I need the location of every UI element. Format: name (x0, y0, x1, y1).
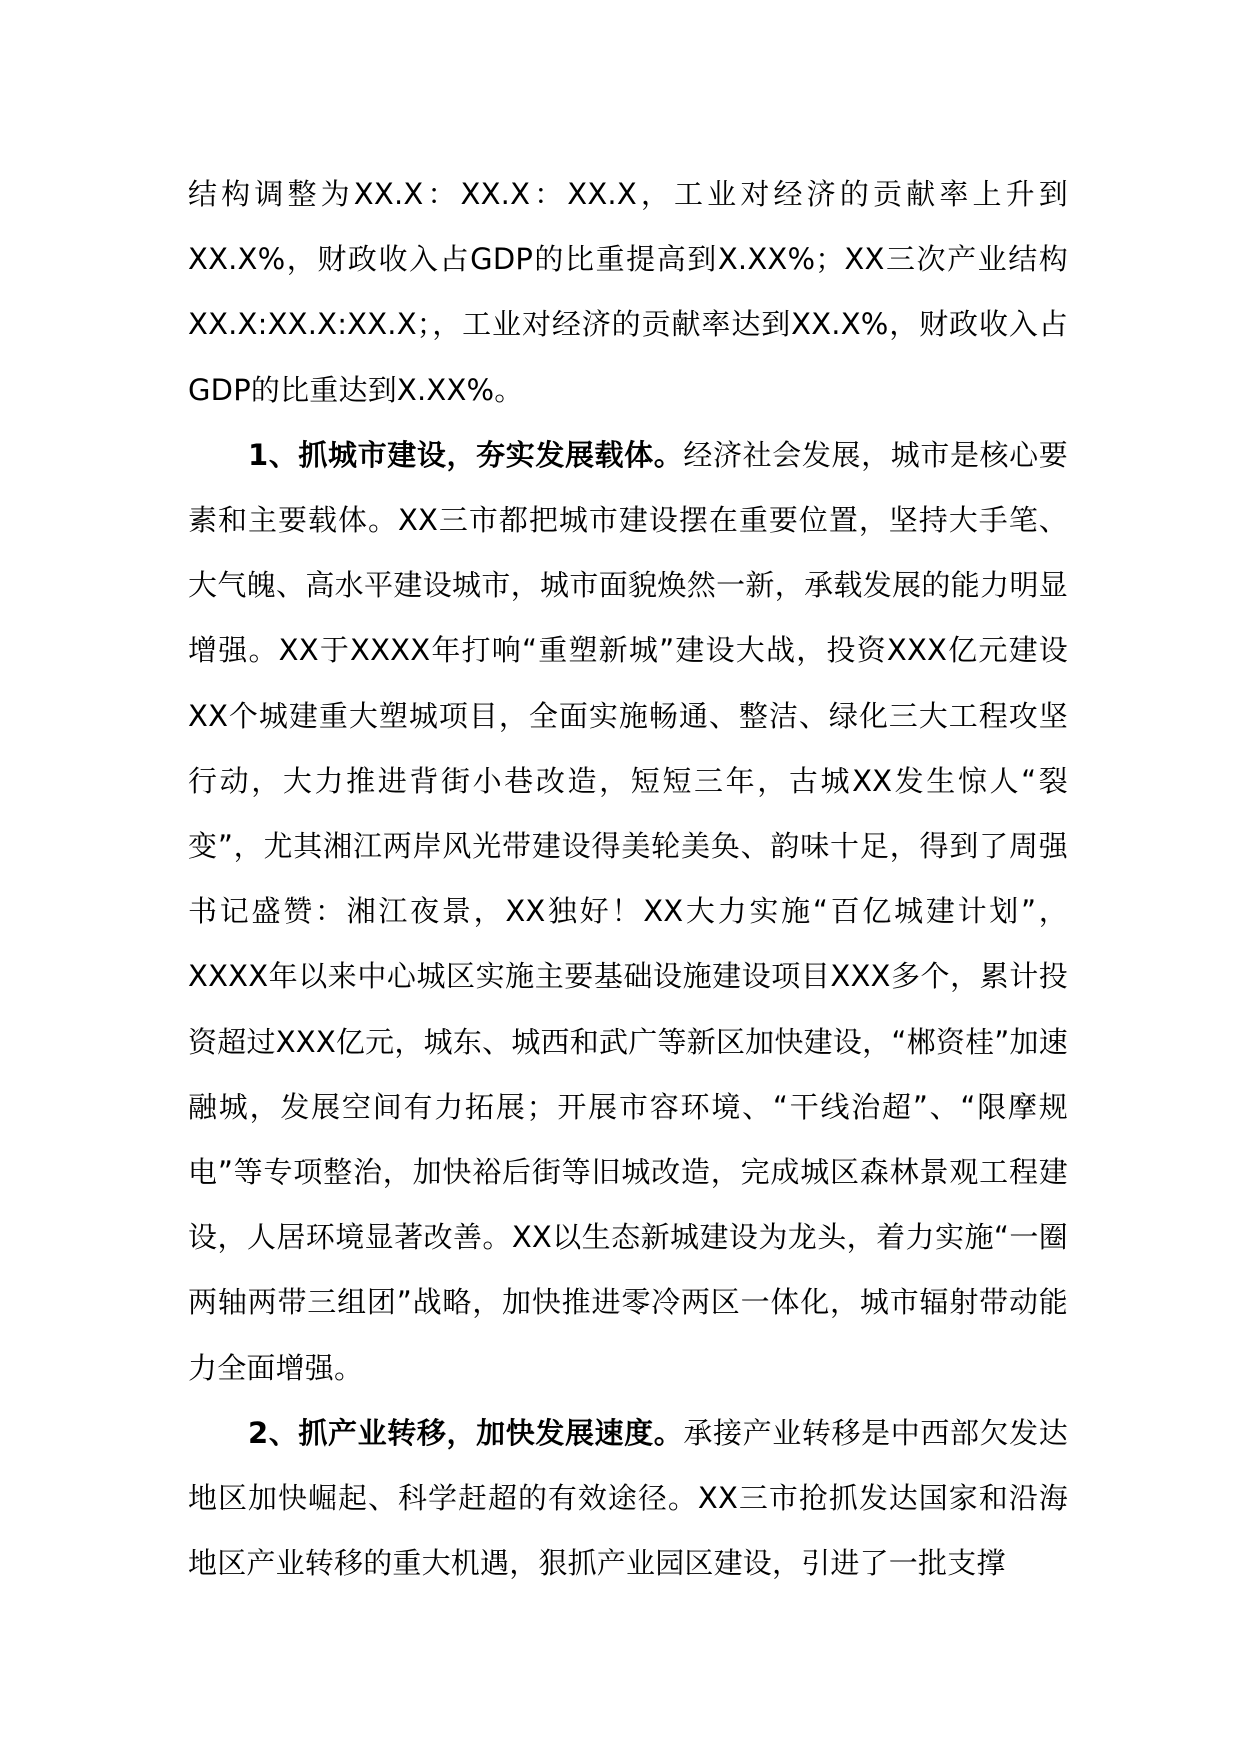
paragraph-text: 经济社会发展，城市是核心要素和主要载体。XX三市都把城市建设摆在重要位置，坚持大手笔、大气魄、高水平建设城市，城市面貌焕然一新，承载发展的能力明显增强。XX于XXXX年打响“重塑新城”建设大战，投资XXX亿元建设XX个城建重大塑城项目，全面实施畅通、整洁、绿化三大工程攻坚行动，大力推进背街小巷改造，短短三年，古城XX发生惊人“裂变”，尤其湘江两岸风光带建设得美轮美奂、韵味十足，得到了周强书记盛赞：湘江夜景，XX独好！XX大力实施“百亿城建计划”，XXXX年以来中心城区实施主要基础设施建设项目XXX多个，累计投资超过XXX亿元，城东、城西和武广等新区加快建设，“郴资桂”加速融城，发展空间有力拓展；开展市容环境、“干线治超”、“限摩规电”等专项整治，加快裕后街等旧城改造，完成城区森林景观工程建设，人居环境显著改善。XX以生态新城建设为龙头，着力实施“一圈两轴两带三组团”战略，加快推进零冷两区一体化，城市辐射带动能力全面增强。 (188, 437, 1069, 1385)
paragraph-economic-structure (188, 162, 1068, 423)
paragraph-heading: 1、抓城市建设，夯实发展载体。 (248, 437, 684, 472)
paragraph-industry-transfer (188, 1401, 1068, 1597)
paragraph-text: 结构调整为XX.X：XX.X：XX.X，工业对经济的贡献率上升到XX.X%，财政收入占GDP的比重提高到X.XX%；XX三次产业结构XX.X:XX.X:XX.X；，工业对经济的贡献率达到XX.X%，财政收入占GDP的比重达到X.XX%。 (188, 177, 1068, 407)
body-text (188, 162, 1068, 1596)
paragraph-heading: 2、抓产业转移，加快发展速度。 (248, 1415, 684, 1450)
paragraph-city-construction (188, 423, 1068, 1401)
paragraph-text: 承接产业转移是中西部欠发达地区加快崛起、科学赶超的有效途径。XX三市抢抓发达国家和沿海地区产业转移的重大机遇，狠抓产业园区建设，引进了一批支撑 (188, 1415, 1068, 1581)
